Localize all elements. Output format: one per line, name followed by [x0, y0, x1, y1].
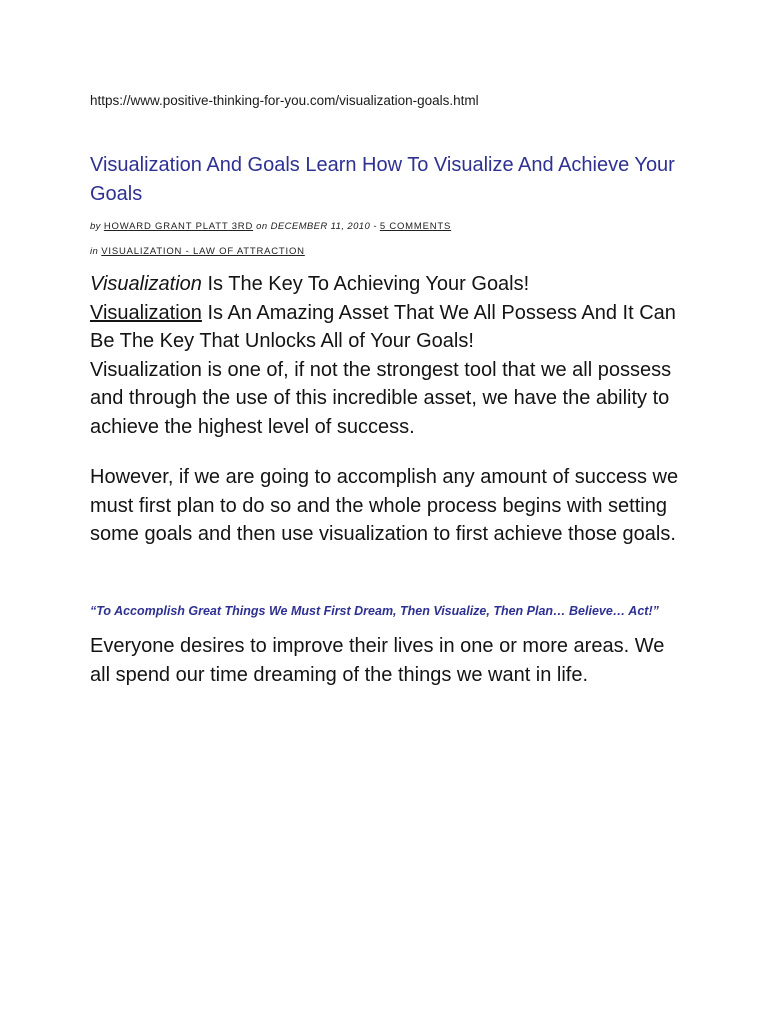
intro-paragraph: Visualization is one of, if not the strongest tool that we all possess and through the use of this incredible asset, we have the ability to achieve the highest level of success. [90, 358, 672, 438]
category-link[interactable]: VISUALIZATION - LAW OF ATTRACTION [101, 246, 305, 257]
source-url[interactable]: https://www.positive-thinking-for-you.com/visualization-goals.html [90, 93, 479, 108]
intro-heading-rest: Is The Key To Achieving Your Goals! [201, 273, 530, 295]
intro-heading-italic: Visualization [90, 273, 202, 295]
post-date: DECEMBER 11, 2010 [270, 221, 371, 232]
category-line [90, 246, 305, 257]
visualization-link[interactable]: Visualization [90, 301, 202, 324]
comments-link[interactable]: 5 COMMENTS [379, 221, 452, 232]
meta-separator: - [373, 221, 377, 232]
intro-subheading [90, 299, 685, 356]
intro-section [90, 270, 685, 441]
paragraph-two: However, if we are going to accomplish any amount of success we must first plan to do so and the whole process begins with setting some goals and then use visualization to first achieve those goals. [90, 466, 679, 545]
byline [90, 221, 451, 232]
intro-heading [90, 270, 685, 299]
intro-subheading-rest: Is An Amazing Asset That We All Possess And It Can Be The Key That Unlocks All of Your Goals! [90, 301, 676, 352]
in-label: in [90, 246, 99, 257]
pull-quote: “To Accomplish Great Things We Must First Dream, Then Visualize, Then Plan… Believe… Act!” [90, 604, 659, 618]
article-title[interactable]: Visualization And Goals Learn How To Visualize And Achieve Your Goals [90, 154, 675, 205]
author-link[interactable]: HOWARD GRANT PLATT 3RD [103, 221, 254, 232]
paragraph-three: Everyone desires to improve their lives in one or more areas. We all spend our time dreaming of the things we want in life. [90, 635, 665, 686]
by-label: by [90, 221, 101, 232]
on-label: on [256, 221, 268, 232]
